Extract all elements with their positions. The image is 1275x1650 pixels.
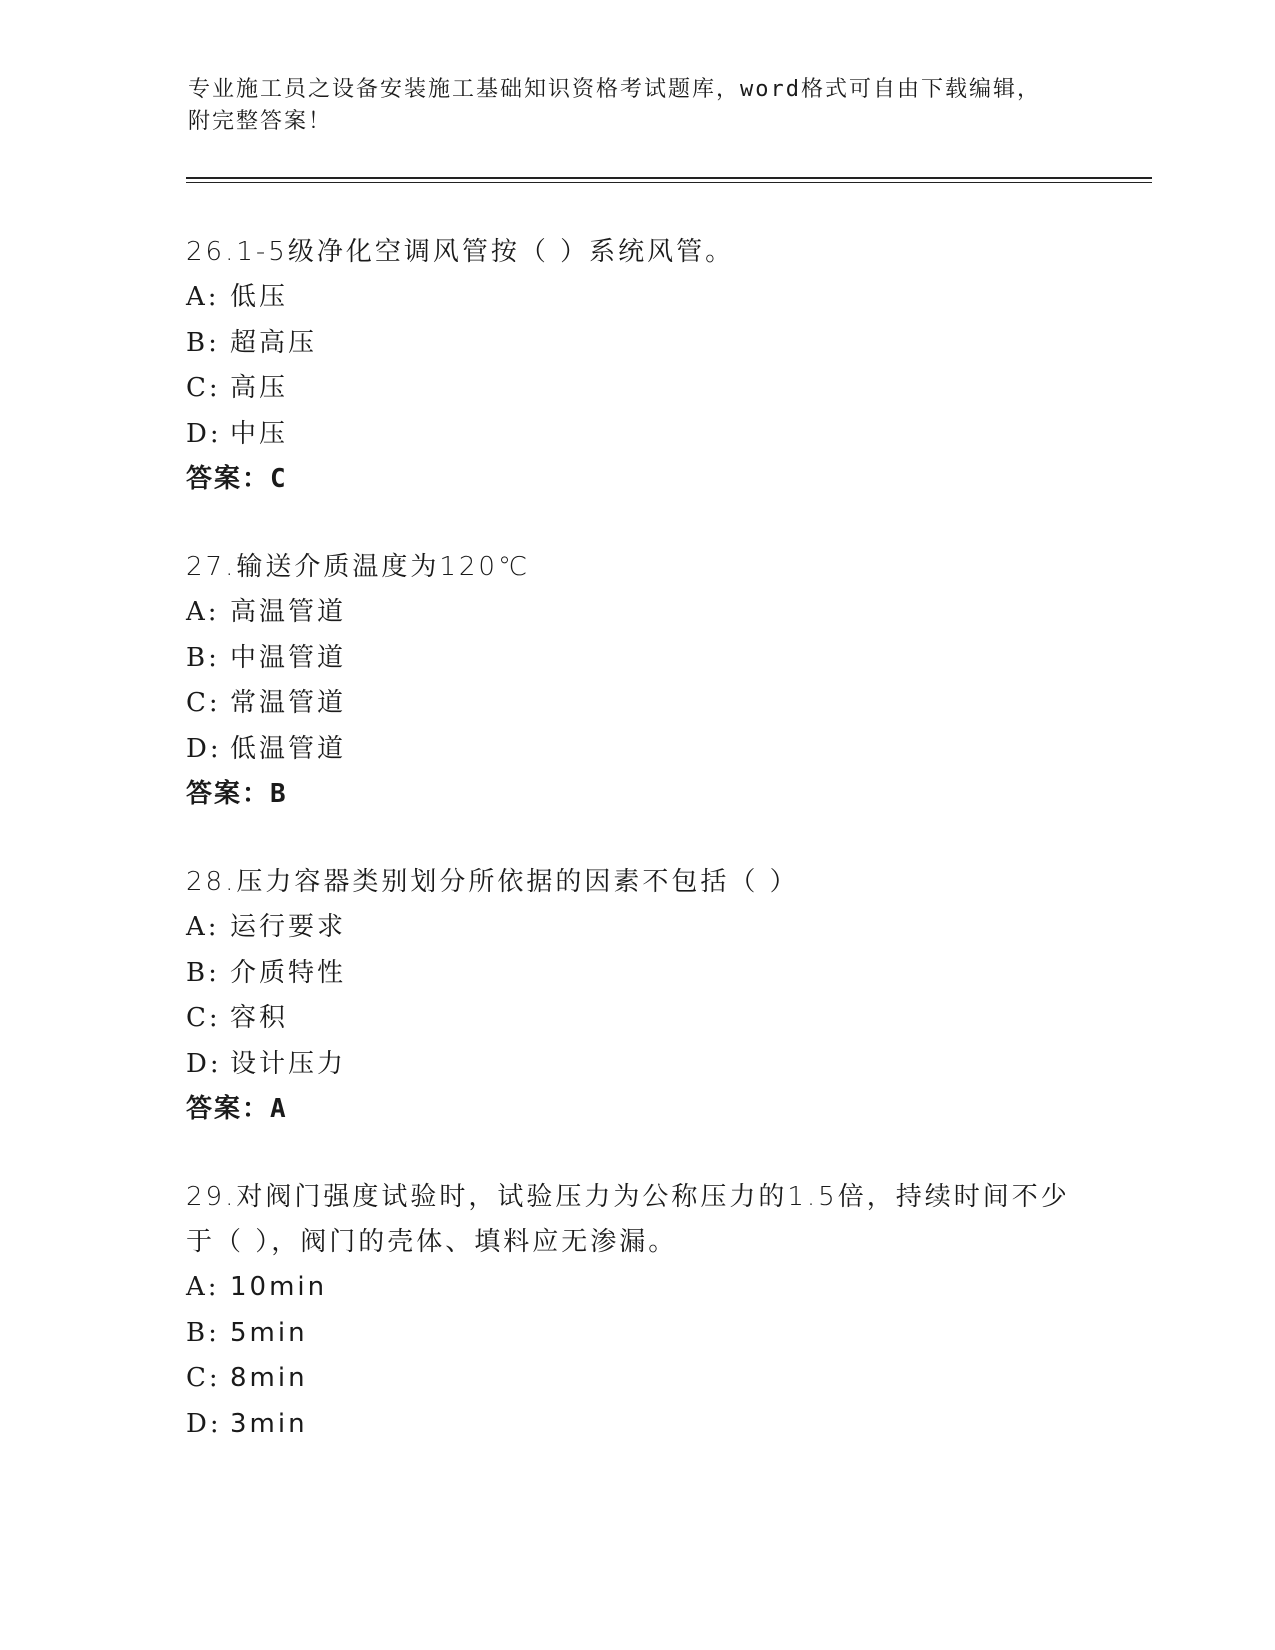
option-text: 5min xyxy=(230,1317,308,1348)
question-29 xyxy=(186,1175,1086,1447)
question-26 xyxy=(186,230,1086,502)
option-text: 低温管道 xyxy=(230,733,347,764)
option-text: 中温管道 xyxy=(230,642,347,673)
option-text: 中压 xyxy=(230,418,289,449)
option-text: 常温管道 xyxy=(230,688,347,718)
option-letter: B: xyxy=(186,642,220,673)
answer-value: B xyxy=(270,779,288,809)
option-letter: A: xyxy=(186,912,220,942)
option-letter: C: xyxy=(186,1363,221,1393)
option-letter: C: xyxy=(186,1003,221,1033)
header-line-1: 专业施工员之设备安装施工基础知识资格考试题库，word格式可自由下载编辑， xyxy=(188,77,1041,102)
option-b xyxy=(186,1311,1086,1357)
option-text: 容积 xyxy=(230,1003,289,1033)
option-a xyxy=(186,590,1086,636)
option-a xyxy=(186,905,1086,951)
option-text: 低压 xyxy=(230,282,289,312)
option-letter: A: xyxy=(186,282,220,312)
option-b xyxy=(186,636,1086,682)
option-b xyxy=(186,321,1086,367)
option-letter: A: xyxy=(186,597,220,627)
header-divider-thick xyxy=(186,177,1152,179)
question-stem: 26.1-5级净化空调风管按（ ）系统风管。 xyxy=(186,237,735,267)
option-letter: A: xyxy=(186,1272,220,1302)
answer-line xyxy=(186,457,1086,502)
option-letter: B: xyxy=(186,327,220,358)
option-text: 8min xyxy=(230,1363,308,1393)
option-b xyxy=(186,951,1086,997)
answer-line xyxy=(186,772,1086,817)
option-d xyxy=(186,1042,1086,1088)
option-letter: C: xyxy=(186,688,221,718)
option-letter: D: xyxy=(186,1048,222,1079)
option-c xyxy=(186,1356,1086,1402)
option-d xyxy=(186,1402,1086,1448)
answer-label: 答案： xyxy=(186,779,271,809)
option-letter: D: xyxy=(186,418,222,449)
answer-label: 答案： xyxy=(186,464,271,494)
option-text: 介质特性 xyxy=(230,957,347,988)
header-line-2: 附完整答案！ xyxy=(188,109,333,134)
option-d xyxy=(186,412,1086,458)
option-letter: D: xyxy=(186,733,222,764)
header-divider-thin xyxy=(186,182,1152,183)
question-stem-line-2: 于（ ），阀门的壳体、填料应无渗漏。 xyxy=(186,1227,678,1257)
option-c xyxy=(186,681,1086,727)
option-a xyxy=(186,1265,1086,1311)
option-c xyxy=(186,996,1086,1042)
answer-label: 答案： xyxy=(186,1094,271,1124)
option-text: 3min xyxy=(230,1408,308,1439)
option-letter: C: xyxy=(186,373,221,403)
question-28 xyxy=(186,860,1086,1132)
option-letter: B: xyxy=(186,957,220,988)
question-stem: 28.压力容器类别划分所依据的因素不包括（ ） xyxy=(186,867,799,897)
option-text: 高压 xyxy=(230,373,289,403)
document-header xyxy=(188,74,1088,138)
answer-line xyxy=(186,1087,1086,1132)
option-text: 10min xyxy=(230,1272,328,1302)
question-27 xyxy=(186,545,1086,817)
option-text: 高温管道 xyxy=(230,597,347,627)
question-stem: 27.输送介质温度为120℃ xyxy=(186,552,531,582)
answer-value: C xyxy=(270,464,288,494)
option-text: 设计压力 xyxy=(230,1048,347,1079)
option-text: 超高压 xyxy=(230,327,318,358)
question-stem-line-1: 29.对阀门强度试验时，试验压力为公称压力的1.5倍，持续时间不少 xyxy=(186,1182,1070,1212)
answer-value: A xyxy=(270,1094,288,1124)
option-letter: B: xyxy=(186,1317,220,1348)
option-text: 运行要求 xyxy=(230,912,347,942)
option-d xyxy=(186,727,1086,773)
option-letter: D: xyxy=(186,1408,222,1439)
option-a xyxy=(186,275,1086,321)
option-c xyxy=(186,366,1086,412)
